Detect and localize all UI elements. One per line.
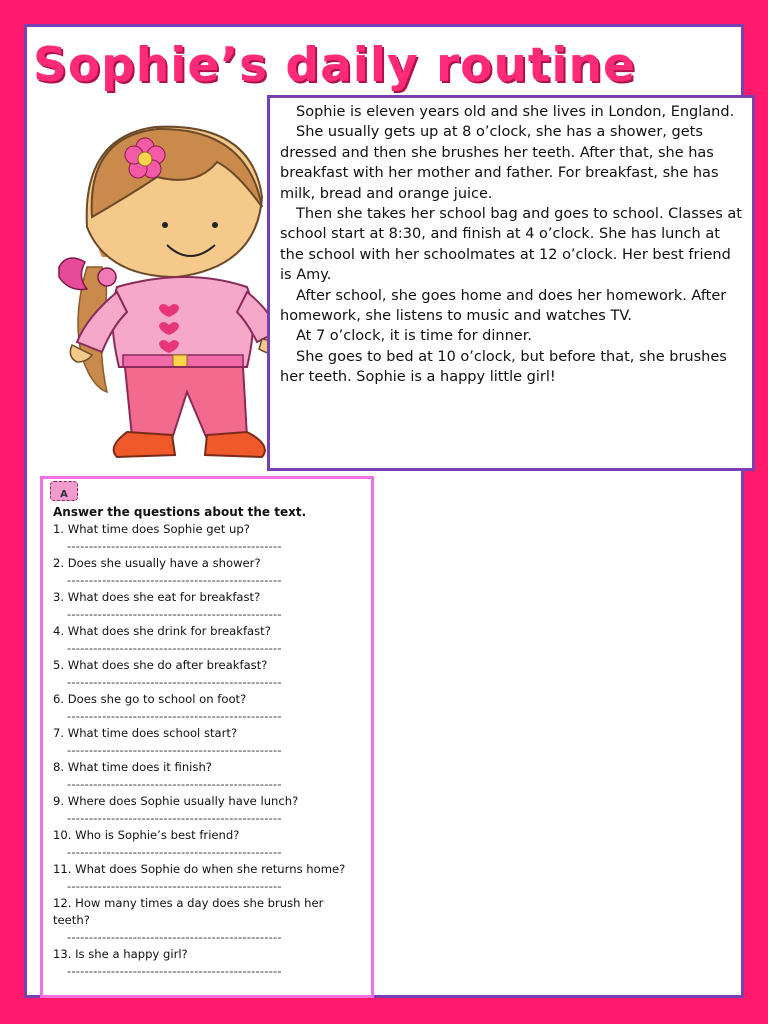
- story-paragraph: At 7 o’clock, it is time for dinner.: [296, 328, 532, 345]
- answer-line[interactable]: -------------------------------------------------: [67, 675, 282, 689]
- answer-line[interactable]: -------------------------------------------------: [67, 879, 282, 893]
- answer-line[interactable]: -------------------------------------------------: [67, 777, 282, 791]
- question-item: 8. What time does it finish?: [53, 760, 212, 774]
- story-paragraph: Then she takes her school bag and goes to school. Classes at school start at 8:30, and finish at 4 o’clock. She has lunch at the school with her schoolmates at 12 o’clock. Her best friend is Amy.: [280, 206, 742, 284]
- story-paragraph: She goes to bed at 10 o’clock, but before that, she brushes her teeth. Sophie is a happy little girl!: [280, 348, 727, 386]
- question-item: 7. What time does school start?: [53, 726, 238, 740]
- section-label-badge: A: [50, 481, 78, 501]
- question-item: 10. Who is Sophie’s best friend?: [53, 828, 240, 842]
- questions-box: [40, 476, 374, 998]
- answer-line[interactable]: -------------------------------------------------: [67, 845, 282, 859]
- reading-text-box: [267, 95, 755, 471]
- answer-line[interactable]: -------------------------------------------------: [67, 709, 282, 723]
- question-item: 5. What does she do after breakfast?: [53, 658, 268, 672]
- story-paragraph: After school, she goes home and does her homework. After homework, she listens to music and watches TV.: [280, 287, 727, 325]
- question-item: 2. Does she usually have a shower?: [53, 556, 261, 570]
- page-title: Sophie’s daily routine: [33, 38, 636, 93]
- question-item: 12. How many times a day does she brush her teeth?: [53, 896, 324, 927]
- answer-line[interactable]: -------------------------------------------------: [67, 743, 282, 757]
- answer-line[interactable]: -------------------------------------------------: [67, 607, 282, 621]
- answer-line[interactable]: -------------------------------------------------: [67, 964, 282, 978]
- story-paragraph: Sophie is eleven years old and she lives in London, England.: [296, 104, 735, 120]
- question-item: 9. Where does Sophie usually have lunch?: [53, 794, 299, 808]
- question-item: 6. Does she go to school on foot?: [53, 692, 247, 706]
- answer-line[interactable]: -------------------------------------------------: [67, 641, 282, 655]
- worksheet-page: [24, 24, 744, 998]
- answer-line[interactable]: -------------------------------------------------: [67, 573, 282, 587]
- answer-line[interactable]: -------------------------------------------------: [67, 811, 282, 825]
- question-list: [53, 521, 363, 980]
- question-item: 13. Is she a happy girl?: [53, 947, 188, 961]
- question-item: 4. What does she drink for breakfast?: [53, 624, 271, 638]
- answer-line[interactable]: -------------------------------------------------: [67, 930, 282, 944]
- question-item: 1. What time does Sophie get up?: [53, 522, 250, 536]
- question-item: 3. What does she eat for breakfast?: [53, 590, 261, 604]
- answer-line[interactable]: -------------------------------------------------: [67, 539, 282, 553]
- exercise-instruction: Answer the questions about the text.: [53, 505, 307, 519]
- story-paragraph: She usually gets up at 8 o’clock, she has a shower, gets dressed and then she brushes her teeth. After that, she has breakfast with her mother and father. For breakfast, she has milk, bread and orange juice.: [280, 124, 719, 202]
- question-item: 11. What does Sophie do when she returns home?: [53, 862, 346, 876]
- girl-illustration: [47, 117, 287, 462]
